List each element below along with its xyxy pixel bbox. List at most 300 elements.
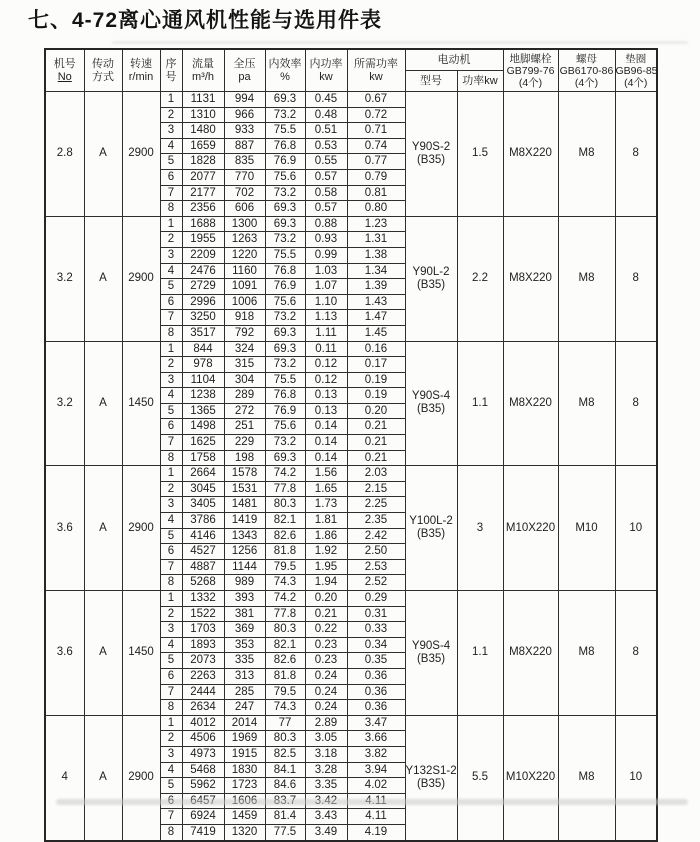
required-power-cell: 0.81 [347, 185, 405, 201]
flow-cell: 2476 [182, 263, 224, 279]
internal-power-cell: 3.49 [305, 824, 347, 840]
efficiency-cell: 80.3 [265, 497, 305, 513]
flow-cell: 1131 [182, 92, 224, 108]
efficiency-cell: 73.2 [265, 232, 305, 248]
efficiency-cell: 77.8 [265, 481, 305, 497]
motor-model-cell: Y90S-2 (B35) [405, 92, 457, 217]
flow-cell: 1955 [182, 232, 224, 248]
efficiency-cell: 69.3 [265, 201, 305, 217]
motor-power-cell: 1.1 [457, 591, 503, 716]
efficiency-cell: 79.5 [265, 684, 305, 700]
efficiency-cell: 75.6 [265, 169, 305, 185]
internal-power-cell: 1.03 [305, 263, 347, 279]
internal-power-cell: 0.20 [305, 591, 347, 607]
internal-power-cell: 1.10 [305, 294, 347, 310]
internal-power-cell: 3.35 [305, 778, 347, 794]
serial-cell: 2 [160, 481, 182, 497]
internal-power-cell: 0.24 [305, 668, 347, 684]
internal-power-cell: 1.73 [305, 497, 347, 513]
required-power-cell: 3.66 [347, 731, 405, 747]
flow-cell: 2077 [182, 169, 224, 185]
table-row [45, 92, 657, 108]
flow-cell: 4887 [182, 559, 224, 575]
required-power-cell: 0.36 [347, 668, 405, 684]
flow-cell: 3250 [182, 310, 224, 326]
internal-power-cell: 0.48 [305, 107, 347, 123]
internal-power-cell: 1.86 [305, 528, 347, 544]
pressure-cell: 933 [224, 123, 265, 139]
required-power-cell: 0.67 [347, 92, 405, 108]
required-power-cell: 1.31 [347, 232, 405, 248]
serial-cell: 5 [160, 279, 182, 295]
serial-cell: 3 [160, 247, 182, 263]
efficiency-cell: 69.3 [265, 450, 305, 466]
required-power-cell: 0.21 [347, 435, 405, 451]
flow-cell: 3786 [182, 513, 224, 529]
pressure-cell: 1578 [224, 466, 265, 482]
serial-cell: 4 [160, 637, 182, 653]
flow-cell: 1104 [182, 372, 224, 388]
flow-cell: 1758 [182, 450, 224, 466]
flow-cell: 2356 [182, 201, 224, 217]
transmission-cell: A [84, 466, 122, 591]
required-power-cell: 2.42 [347, 528, 405, 544]
efficiency-cell: 80.3 [265, 731, 305, 747]
required-power-cell: 1.23 [347, 216, 405, 232]
flow-cell: 3517 [182, 325, 224, 341]
required-power-cell: 3.47 [347, 715, 405, 731]
pressure-cell: 285 [224, 684, 265, 700]
serial-cell: 8 [160, 450, 182, 466]
internal-power-cell: 3.43 [305, 809, 347, 825]
table-body [45, 92, 657, 841]
required-power-cell: 4.19 [347, 824, 405, 840]
serial-cell: 3 [160, 746, 182, 762]
anchor-bolt-cell: M8X220 [503, 591, 558, 716]
serial-cell: 7 [160, 185, 182, 201]
table-row [45, 466, 657, 482]
washer-cell: 8 [615, 341, 657, 466]
efficiency-cell: 69.3 [265, 92, 305, 108]
pressure-cell: 1343 [224, 528, 265, 544]
pressure-cell: 353 [224, 637, 265, 653]
nut-cell: M8 [558, 92, 615, 217]
nut-cell: M8 [558, 216, 615, 341]
internal-power-cell: 2.89 [305, 715, 347, 731]
efficiency-cell: 75.5 [265, 123, 305, 139]
internal-power-cell: 1.92 [305, 544, 347, 560]
speed-cell: 1450 [122, 341, 160, 466]
required-power-cell: 0.29 [347, 591, 405, 607]
pressure-cell: 381 [224, 606, 265, 622]
serial-cell: 8 [160, 201, 182, 217]
header-serial: 序 号 [160, 49, 182, 92]
efficiency-cell: 69.3 [265, 325, 305, 341]
pressure-cell: 1091 [224, 279, 265, 295]
anchor-bolt-cell: M8X220 [503, 92, 558, 217]
efficiency-cell: 82.6 [265, 653, 305, 669]
required-power-cell: 0.33 [347, 622, 405, 638]
internal-power-cell: 1.81 [305, 513, 347, 529]
flow-cell: 1480 [182, 123, 224, 139]
flow-cell: 1688 [182, 216, 224, 232]
internal-power-cell: 0.99 [305, 247, 347, 263]
pressure-cell: 702 [224, 185, 265, 201]
serial-cell: 2 [160, 606, 182, 622]
speed-cell: 2900 [122, 92, 160, 217]
washer-cell: 8 [615, 216, 657, 341]
required-power-cell: 0.80 [347, 201, 405, 217]
efficiency-cell: 81.4 [265, 809, 305, 825]
internal-power-cell: 0.57 [305, 201, 347, 217]
flow-cell: 978 [182, 357, 224, 373]
header-motor-model: 型号 [405, 71, 457, 92]
pressure-cell: 315 [224, 357, 265, 373]
machine-no-cell: 3.2 [45, 341, 84, 466]
internal-power-cell: 3.05 [305, 731, 347, 747]
internal-power-cell: 1.56 [305, 466, 347, 482]
serial-cell: 3 [160, 497, 182, 513]
serial-cell: 2 [160, 731, 182, 747]
machine-no-cell: 3.2 [45, 216, 84, 341]
required-power-cell: 2.50 [347, 544, 405, 560]
motor-power-cell: 2.2 [457, 216, 503, 341]
flow-cell: 1310 [182, 107, 224, 123]
fan-performance-table [44, 48, 658, 842]
required-power-cell: 0.79 [347, 169, 405, 185]
pressure-cell: 1531 [224, 481, 265, 497]
required-power-cell: 1.43 [347, 294, 405, 310]
flow-cell: 1703 [182, 622, 224, 638]
flow-cell: 1659 [182, 138, 224, 154]
pressure-cell: 251 [224, 419, 265, 435]
efficiency-cell: 82.1 [265, 637, 305, 653]
flow-cell: 1498 [182, 419, 224, 435]
pressure-cell: 304 [224, 372, 265, 388]
scan-artifact-bottom [56, 799, 688, 805]
efficiency-cell: 76.9 [265, 279, 305, 295]
flow-cell: 4527 [182, 544, 224, 560]
flow-cell: 1828 [182, 154, 224, 170]
serial-cell: 7 [160, 559, 182, 575]
header-speed: 转速 r/min [122, 49, 160, 92]
header-efficiency: 内效率 % [265, 49, 305, 92]
header-transmission: 传动 方式 [84, 49, 122, 92]
serial-cell: 7 [160, 435, 182, 451]
serial-cell: 5 [160, 528, 182, 544]
efficiency-cell: 76.9 [265, 154, 305, 170]
serial-cell: 3 [160, 123, 182, 139]
page-title: 七、4-72离心通风机性能与选用件表 [28, 9, 383, 32]
motor-model-cell: Y100L-2 (B35) [405, 466, 457, 591]
serial-cell: 5 [160, 154, 182, 170]
internal-power-cell: 1.07 [305, 279, 347, 295]
internal-power-cell: 0.57 [305, 169, 347, 185]
flow-cell: 2664 [182, 466, 224, 482]
internal-power-cell: 0.58 [305, 185, 347, 201]
header-motor-group: 电动机 [405, 49, 503, 71]
efficiency-cell: 76.8 [265, 138, 305, 154]
pressure-cell: 1144 [224, 559, 265, 575]
speed-cell: 1450 [122, 591, 160, 716]
required-power-cell: 0.36 [347, 700, 405, 716]
table-header [45, 49, 657, 92]
header-motor-power: 功率kw [457, 71, 503, 92]
serial-cell: 2 [160, 357, 182, 373]
header-pressure: 全压 pa [224, 49, 265, 92]
serial-cell: 1 [160, 216, 182, 232]
internal-power-cell: 0.23 [305, 637, 347, 653]
pressure-cell: 393 [224, 591, 265, 607]
serial-cell: 6 [160, 294, 182, 310]
pressure-cell: 1969 [224, 731, 265, 747]
efficiency-cell: 84.6 [265, 778, 305, 794]
pressure-cell: 1220 [224, 247, 265, 263]
efficiency-cell: 77.5 [265, 824, 305, 840]
anchor-bolt-cell: M10X220 [503, 715, 558, 840]
serial-cell: 7 [160, 310, 182, 326]
internal-power-cell: 1.11 [305, 325, 347, 341]
washer-cell: 8 [615, 591, 657, 716]
pressure-cell: 369 [224, 622, 265, 638]
flow-cell: 2444 [182, 684, 224, 700]
required-power-cell: 0.17 [347, 357, 405, 373]
flow-cell: 1365 [182, 403, 224, 419]
efficiency-cell: 81.8 [265, 668, 305, 684]
serial-cell: 2 [160, 107, 182, 123]
internal-power-cell: 1.13 [305, 310, 347, 326]
required-power-cell: 2.25 [347, 497, 405, 513]
motor-model-cell: Y132S1-2 (B35) [405, 715, 457, 840]
internal-power-cell: 0.14 [305, 419, 347, 435]
pressure-cell: 770 [224, 169, 265, 185]
serial-cell: 1 [160, 715, 182, 731]
flow-cell: 5268 [182, 575, 224, 591]
required-power-cell: 0.77 [347, 154, 405, 170]
efficiency-cell: 79.5 [265, 559, 305, 575]
serial-cell: 7 [160, 809, 182, 825]
internal-power-cell: 0.11 [305, 341, 347, 357]
efficiency-cell: 73.2 [265, 107, 305, 123]
flow-cell: 2177 [182, 185, 224, 201]
pressure-cell: 1481 [224, 497, 265, 513]
efficiency-cell: 80.3 [265, 622, 305, 638]
flow-cell: 3045 [182, 481, 224, 497]
required-power-cell: 0.16 [347, 341, 405, 357]
pressure-cell: 1300 [224, 216, 265, 232]
transmission-cell: A [84, 341, 122, 466]
efficiency-cell: 74.2 [265, 466, 305, 482]
required-power-cell: 2.15 [347, 481, 405, 497]
internal-power-cell: 0.13 [305, 388, 347, 404]
serial-cell: 5 [160, 778, 182, 794]
speed-cell: 2900 [122, 216, 160, 341]
required-power-cell: 0.19 [347, 388, 405, 404]
speed-cell: 2900 [122, 715, 160, 840]
motor-model-cell: Y90S-4 (B35) [405, 591, 457, 716]
flow-cell: 1522 [182, 606, 224, 622]
internal-power-cell: 1.65 [305, 481, 347, 497]
nut-cell: M8 [558, 591, 615, 716]
flow-cell: 1625 [182, 435, 224, 451]
internal-power-cell: 0.53 [305, 138, 347, 154]
motor-power-cell: 3 [457, 466, 503, 591]
serial-cell: 3 [160, 372, 182, 388]
flow-cell: 1893 [182, 637, 224, 653]
pressure-cell: 1160 [224, 263, 265, 279]
nut-cell: M10 [558, 466, 615, 591]
pressure-cell: 289 [224, 388, 265, 404]
washer-cell: 10 [615, 715, 657, 840]
required-power-cell: 0.36 [347, 684, 405, 700]
internal-power-cell: 3.18 [305, 746, 347, 762]
flow-cell: 5468 [182, 762, 224, 778]
required-power-cell: 1.34 [347, 263, 405, 279]
efficiency-cell: 73.2 [265, 435, 305, 451]
flow-cell: 1332 [182, 591, 224, 607]
pressure-cell: 1459 [224, 809, 265, 825]
required-power-cell: 1.39 [347, 279, 405, 295]
efficiency-cell: 74.2 [265, 591, 305, 607]
pressure-cell: 324 [224, 341, 265, 357]
table-row [45, 216, 657, 232]
internal-power-cell: 3.28 [305, 762, 347, 778]
pressure-cell: 792 [224, 325, 265, 341]
required-power-cell: 2.53 [347, 559, 405, 575]
required-power-cell: 1.47 [347, 310, 405, 326]
required-power-cell: 0.72 [347, 107, 405, 123]
internal-power-cell: 0.23 [305, 653, 347, 669]
motor-power-cell: 1.1 [457, 341, 503, 466]
serial-cell: 8 [160, 700, 182, 716]
internal-power-cell: 0.45 [305, 92, 347, 108]
serial-cell: 6 [160, 169, 182, 185]
serial-cell: 5 [160, 403, 182, 419]
pressure-cell: 335 [224, 653, 265, 669]
header-required-power: 所需功率 kw [347, 49, 405, 92]
efficiency-cell: 84.1 [265, 762, 305, 778]
header-machine-no: 机号 No [45, 49, 84, 92]
serial-cell: 4 [160, 263, 182, 279]
required-power-cell: 0.34 [347, 637, 405, 653]
pressure-cell: 229 [224, 435, 265, 451]
table-row [45, 715, 657, 731]
serial-cell: 6 [160, 544, 182, 560]
required-power-cell: 1.45 [347, 325, 405, 341]
pressure-cell: 1006 [224, 294, 265, 310]
required-power-cell: 0.31 [347, 606, 405, 622]
serial-cell: 1 [160, 341, 182, 357]
internal-power-cell: 1.95 [305, 559, 347, 575]
efficiency-cell: 76.9 [265, 403, 305, 419]
required-power-cell: 1.38 [347, 247, 405, 263]
efficiency-cell: 82.1 [265, 513, 305, 529]
pressure-cell: 989 [224, 575, 265, 591]
flow-cell: 4973 [182, 746, 224, 762]
internal-power-cell: 0.24 [305, 700, 347, 716]
transmission-cell: A [84, 92, 122, 217]
serial-cell: 2 [160, 232, 182, 248]
required-power-cell: 3.94 [347, 762, 405, 778]
efficiency-cell: 73.2 [265, 185, 305, 201]
anchor-bolt-cell: M8X220 [503, 341, 558, 466]
internal-power-cell: 1.94 [305, 575, 347, 591]
efficiency-cell: 75.5 [265, 247, 305, 263]
serial-cell: 6 [160, 668, 182, 684]
transmission-cell: A [84, 591, 122, 716]
serial-cell: 4 [160, 762, 182, 778]
required-power-cell: 2.03 [347, 466, 405, 482]
internal-power-cell: 0.88 [305, 216, 347, 232]
efficiency-cell: 69.3 [265, 216, 305, 232]
washer-cell: 10 [615, 466, 657, 591]
pressure-cell: 198 [224, 450, 265, 466]
internal-power-cell: 0.51 [305, 123, 347, 139]
pressure-cell: 1915 [224, 746, 265, 762]
machine-no-cell: 4 [45, 715, 84, 840]
pressure-cell: 1830 [224, 762, 265, 778]
machine-no-cell: 2.8 [45, 92, 84, 217]
efficiency-cell: 74.3 [265, 700, 305, 716]
efficiency-cell: 82.6 [265, 528, 305, 544]
motor-model-cell: Y90S-4 (B35) [405, 341, 457, 466]
internal-power-cell: 0.21 [305, 606, 347, 622]
serial-cell: 6 [160, 419, 182, 435]
internal-power-cell: 0.55 [305, 154, 347, 170]
efficiency-cell: 75.5 [265, 372, 305, 388]
machine-no-cell: 3.6 [45, 466, 84, 591]
flow-cell: 4012 [182, 715, 224, 731]
pressure-cell: 1263 [224, 232, 265, 248]
serial-cell: 8 [160, 824, 182, 840]
serial-cell: 4 [160, 513, 182, 529]
flow-cell: 1238 [182, 388, 224, 404]
required-power-cell: 2.35 [347, 513, 405, 529]
pressure-cell: 994 [224, 92, 265, 108]
internal-power-cell: 0.93 [305, 232, 347, 248]
pressure-cell: 966 [224, 107, 265, 123]
required-power-cell: 3.82 [347, 746, 405, 762]
required-power-cell: 0.21 [347, 450, 405, 466]
efficiency-cell: 77.8 [265, 606, 305, 622]
required-power-cell: 4.11 [347, 809, 405, 825]
flow-cell: 2263 [182, 668, 224, 684]
motor-power-cell: 1.5 [457, 92, 503, 217]
flow-cell: 7419 [182, 824, 224, 840]
flow-cell: 2996 [182, 294, 224, 310]
header-flow: 流量 m³/h [182, 49, 224, 92]
pressure-cell: 606 [224, 201, 265, 217]
pressure-cell: 1419 [224, 513, 265, 529]
serial-cell: 4 [160, 388, 182, 404]
internal-power-cell: 0.12 [305, 357, 347, 373]
pressure-cell: 835 [224, 154, 265, 170]
anchor-bolt-cell: M8X220 [503, 216, 558, 341]
flow-cell: 5962 [182, 778, 224, 794]
scan-artifact-top [112, 41, 688, 44]
pressure-cell: 1723 [224, 778, 265, 794]
header-washer: 垫圈 GB96-85 (4个) [615, 49, 657, 92]
anchor-bolt-cell: M10X220 [503, 466, 558, 591]
serial-cell: 8 [160, 325, 182, 341]
serial-cell: 1 [160, 92, 182, 108]
table-row [45, 591, 657, 607]
header-anchor-bolt: 地脚螺栓 GB799-76 (4个) [503, 49, 558, 92]
required-power-cell: 4.02 [347, 778, 405, 794]
internal-power-cell: 0.13 [305, 403, 347, 419]
table-row [45, 341, 657, 357]
efficiency-cell: 82.5 [265, 746, 305, 762]
